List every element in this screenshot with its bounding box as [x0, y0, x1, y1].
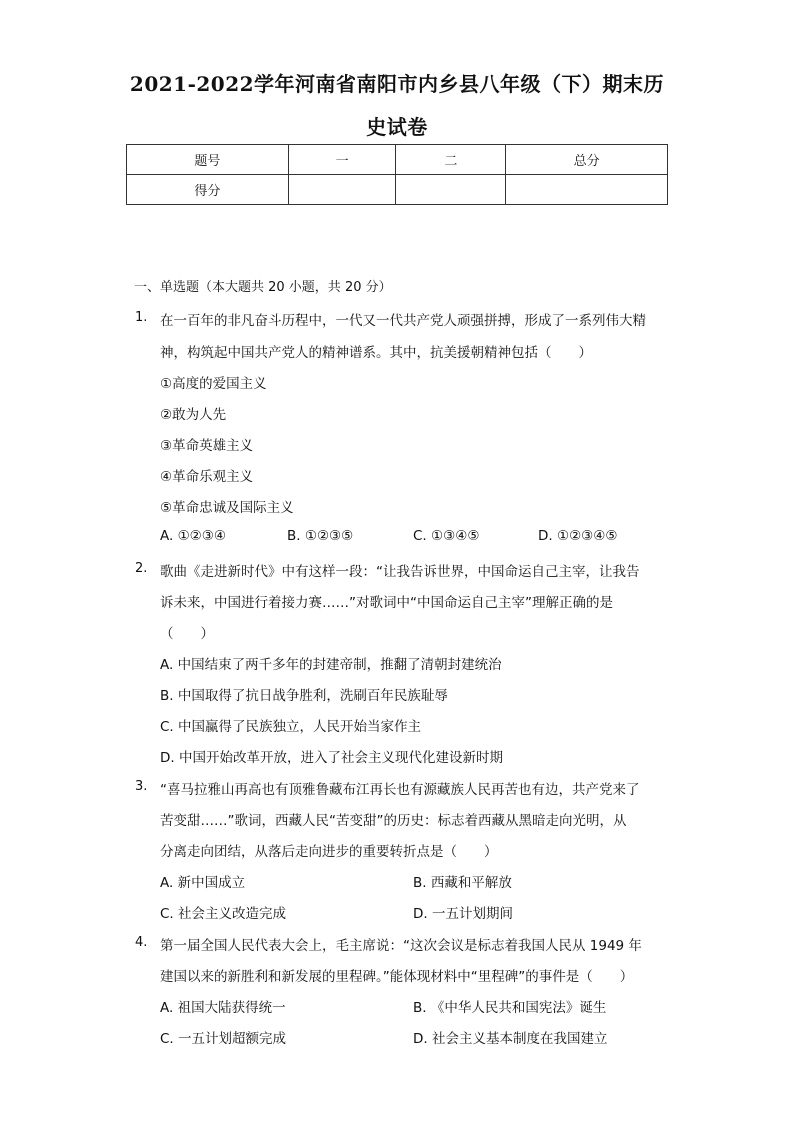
answer-option-a: A. 祖国大陆获得统一 — [160, 1000, 286, 1016]
answer-option-a: A. ①②③④ — [160, 528, 226, 544]
answer-option-b: B. ①②③⑤ — [287, 528, 354, 544]
question-line: 分离走向团结，从落后走向进步的重要转折点是（ ） — [160, 844, 498, 860]
score-table — [126, 144, 668, 205]
question-line: “喜马拉雅山再高也有顶雅鲁藏布江再长也有源藏族人民再苦也有边，共产党来了 — [160, 782, 640, 798]
question-line: 诉未来，中国进行着接力赛……”对歌词中“中国命运自己主宰”理解正确的是 — [160, 595, 613, 611]
answer-option-c: C. 社会主义改造完成 — [160, 906, 287, 922]
section-title: 一、单选题（本大题共 20 小题，共 20 分） — [134, 280, 392, 295]
answer-option-b: B. 中国取得了抗日战争胜利，洗刷百年民族耻辱 — [160, 688, 448, 704]
question-number: 2. — [135, 561, 148, 576]
question-line: 苦变甜……”歌词，西藏人民“苦变甜”的历史：标志着西藏从黑暗走向光明，从 — [160, 813, 627, 829]
answer-option-b: B. 西藏和平解放 — [413, 875, 512, 891]
answer-option-d: D. 社会主义基本制度在我国建立 — [413, 1031, 608, 1047]
score-table-header-row — [127, 145, 668, 175]
question-line: ③革命英雄主义 — [160, 438, 254, 454]
score-table-cell — [288, 175, 396, 205]
question-line: （ ） — [160, 626, 214, 642]
score-table-score-row — [127, 175, 668, 205]
exam-title-line-1: 2021-2022学年河南省南阳市内乡县八年级（下）期末历 — [129, 72, 665, 96]
answer-option-d: D. 一五计划期间 — [413, 906, 513, 922]
question-line: ②敢为人先 — [160, 407, 227, 423]
score-table-cell — [396, 175, 506, 205]
question-line: 歌曲《走进新时代》中有这样一段：“让我告诉世界，中国命运自己主宰，让我告 — [160, 564, 640, 580]
question-line: 神，构筑起中国共产党人的精神谱系。其中，抗美援朝精神包括（ ） — [160, 345, 592, 361]
question-number: 4. — [135, 935, 148, 950]
question-number: 1. — [135, 310, 148, 325]
answer-option-b: B. 《中华人民共和国宪法》诞生 — [413, 1000, 607, 1016]
answer-option-c: C. ①③④⑤ — [413, 528, 480, 544]
answer-option-d: D. ①②③④⑤ — [538, 528, 618, 544]
question-line: ⑤革命忠诚及国际主义 — [160, 500, 294, 516]
score-table-cell — [506, 175, 668, 205]
score-table-cell: 总分 — [506, 145, 668, 175]
answer-option-a: A. 新中国成立 — [160, 875, 246, 891]
answer-option-a: A. 中国结束了两千多年的封建帝制，推翻了清朝封建统治 — [160, 657, 502, 673]
score-table-cell: 得分 — [127, 175, 289, 205]
answer-option-c: C. 一五计划超额完成 — [160, 1031, 287, 1047]
score-table-cell: 一 — [288, 145, 396, 175]
score-table-cell: 题号 — [127, 145, 289, 175]
score-table-cell: 二 — [396, 145, 506, 175]
question-line: 在一百年的非凡奋斗历程中，一代又一代共产党人顽强拼搏，形成了一系列伟大精 — [160, 313, 646, 329]
question-line: ①高度的爱国主义 — [160, 376, 267, 392]
question-line: 第一届全国人民代表大会上，毛主席说：“这次会议是标志着我国人民从 1949 年 — [160, 938, 642, 954]
answer-option-d: D. 中国开始改革开放，进入了社会主义现代化建设新时期 — [160, 750, 503, 766]
question-line: 建国以来的新胜利和新发展的里程碑。”能体现材料中“里程碑”的事件是（ ） — [160, 969, 634, 985]
question-line: ④革命乐观主义 — [160, 469, 254, 485]
question-number: 3. — [135, 779, 148, 794]
exam-title-line-2: 史试卷 — [366, 115, 428, 139]
answer-option-c: C. 中国赢得了民族独立，人民开始当家作主 — [160, 719, 422, 735]
